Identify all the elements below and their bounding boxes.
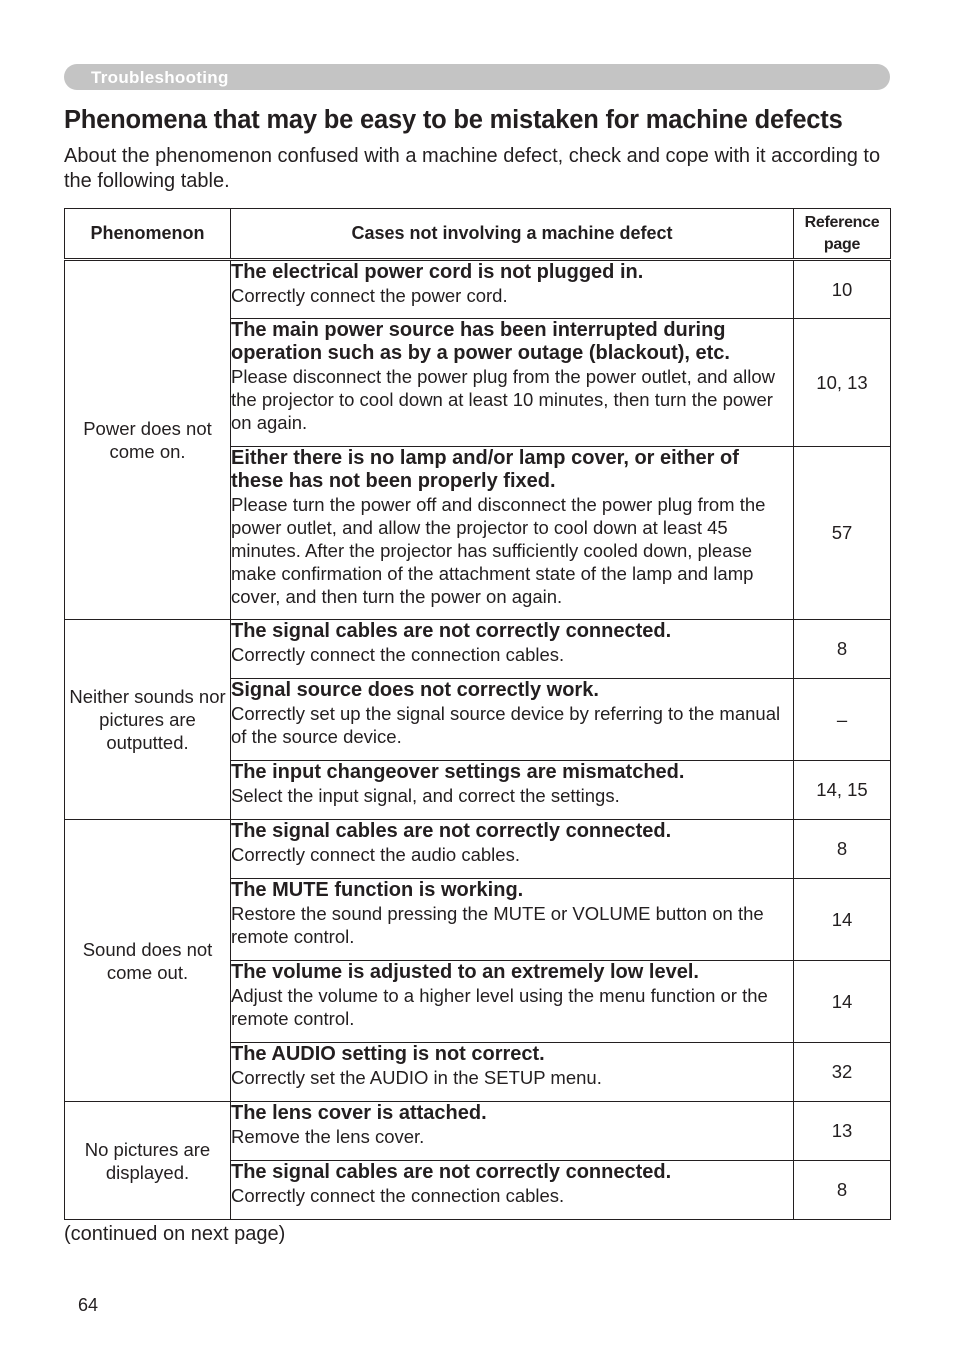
reference-page-cell: 8 xyxy=(794,820,891,879)
section-header-bar xyxy=(64,64,890,90)
reference-page-cell: 8 xyxy=(794,620,891,679)
case-body: Remove the lens cover. xyxy=(231,1126,425,1147)
case-cell xyxy=(231,820,794,879)
case-body: Correctly set the AUDIO in the SETUP menu. xyxy=(231,1067,602,1088)
page-number: 64 xyxy=(78,1295,99,1315)
reference-page-cell: 13 xyxy=(794,1102,891,1161)
case-title: The signal cables are not correctly connected. xyxy=(231,620,672,642)
case-body: Correctly set up the signal source device by referring to the manual of the source device. xyxy=(231,703,781,747)
case-body: Correctly connect the connection cables. xyxy=(231,1185,565,1206)
case-cell xyxy=(231,679,794,761)
phenomenon-cell: Power does not come on. xyxy=(65,260,231,620)
intro-text: About the phenomenon confused with a machine defect, check and cope with it according to the following table. xyxy=(64,145,881,192)
case-body: Correctly connect the connection cables. xyxy=(231,644,565,665)
phenomenon-cell: Neither sounds nor pictures are outputted. xyxy=(65,620,231,820)
reference-page-cell: – xyxy=(794,679,891,761)
case-cell xyxy=(231,260,794,319)
reference-page-cell: 14, 15 xyxy=(794,761,891,820)
case-cell xyxy=(231,1161,794,1220)
case-title: The volume is adjusted to an extremely low level. xyxy=(231,961,699,983)
reference-page-cell: 14 xyxy=(794,961,891,1043)
case-body: Please turn the power off and disconnect the power plug from the power outlet, and allow the projector to cool down at least 45 minutes. After the projector has sufficiently cooled down, please make confirmation of the attachment state of the lamp and lamp cover, and then turn the power on again. xyxy=(231,494,766,607)
case-title: The signal cables are not correctly connected. xyxy=(231,820,672,842)
header-phenomenon: Phenomenon xyxy=(65,209,231,260)
case-cell xyxy=(231,319,794,447)
troubleshooting-table xyxy=(64,208,891,1220)
reference-page-cell: 10 xyxy=(794,260,891,319)
case-title: The lens cover is attached. xyxy=(231,1102,487,1124)
continued-note: (continued on next page) xyxy=(64,1223,286,1245)
header-reference-line2: page xyxy=(823,235,861,253)
phenomenon-cell: Sound does not come out. xyxy=(65,820,231,1102)
case-body: Please disconnect the power plug from the power outlet, and allow the projector to cool down at least 10 minutes, then turn the power on again. xyxy=(231,366,776,433)
case-cell xyxy=(231,1102,794,1161)
table-row xyxy=(65,620,891,679)
case-cell xyxy=(231,961,794,1043)
header-cases: Cases not involving a machine defect xyxy=(231,209,794,260)
reference-page-cell: 57 xyxy=(794,447,891,620)
case-cell xyxy=(231,879,794,961)
table-row xyxy=(65,260,891,319)
case-title: Either there is no lamp and/or lamp cover, or either of these has not been properly fixed. xyxy=(231,447,739,492)
table-row xyxy=(65,1102,891,1161)
header-reference-page xyxy=(794,209,891,260)
phenomenon-cell: No pictures are displayed. xyxy=(65,1102,231,1220)
case-title: The electrical power cord is not plugged in. xyxy=(231,261,644,283)
case-title: Signal source does not correctly work. xyxy=(231,679,599,701)
case-cell xyxy=(231,761,794,820)
case-body: Select the input signal, and correct the settings. xyxy=(231,785,620,806)
case-body: Restore the sound pressing the MUTE or VOLUME button on the remote control. xyxy=(231,903,764,947)
table-body xyxy=(65,260,891,1220)
reference-page-cell: 10, 13 xyxy=(794,319,891,447)
case-title: The signal cables are not correctly connected. xyxy=(231,1161,672,1183)
reference-page-cell: 8 xyxy=(794,1161,891,1220)
table-header-row xyxy=(65,209,891,260)
table-row xyxy=(65,820,891,879)
reference-page-cell: 32 xyxy=(794,1043,891,1102)
case-body: Correctly connect the audio cables. xyxy=(231,844,520,865)
case-cell xyxy=(231,1043,794,1102)
header-reference-line1: Reference xyxy=(804,213,880,231)
case-title: The input changeover settings are mismatched. xyxy=(231,761,685,783)
reference-page-cell: 14 xyxy=(794,879,891,961)
case-body: Adjust the volume to a higher level using the menu function or the remote control. xyxy=(231,985,768,1029)
section-label: Troubleshooting xyxy=(91,68,229,87)
case-title: The MUTE function is working. xyxy=(231,879,524,901)
case-body: Correctly connect the power cord. xyxy=(231,285,508,306)
case-cell xyxy=(231,447,794,620)
page-title: Phenomena that may be easy to be mistaken for machine defects xyxy=(64,106,843,134)
case-cell xyxy=(231,620,794,679)
case-title: The main power source has been interrupted during operation such as by a power outage (blackout), etc. xyxy=(231,319,730,364)
case-title: The AUDIO setting is not correct. xyxy=(231,1043,545,1065)
